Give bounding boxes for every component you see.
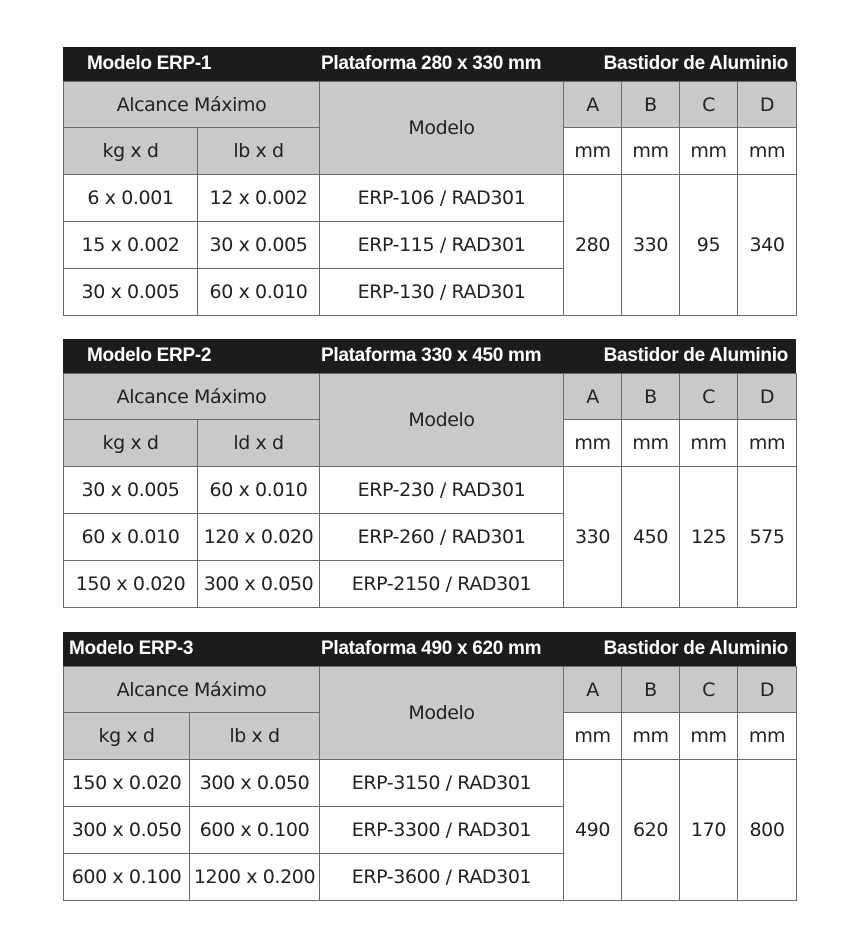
dim-a-header: A [564, 82, 622, 128]
lb-unit-header: ld x d [198, 420, 320, 467]
dim-b-header: B [622, 374, 680, 420]
table-title-bar [63, 339, 796, 373]
dim-d-value: 800 [738, 760, 797, 901]
spec-table-erp-3 [63, 632, 796, 901]
dim-unit: mm [564, 713, 622, 760]
spec-table-erp-2 [63, 339, 796, 608]
dim-c-header: C [680, 667, 738, 713]
lb-capacity: 300 x 0.050 [198, 561, 320, 608]
frame-material: Bastidor de Aluminio [603, 638, 788, 659]
dim-unit: mm [738, 713, 797, 760]
lb-capacity: 120 x 0.020 [198, 514, 320, 561]
lb-capacity: 60 x 0.010 [198, 269, 320, 316]
table-row [64, 760, 797, 807]
model-title: Modelo ERP-2 [87, 345, 212, 366]
dim-unit: mm [680, 420, 738, 467]
header-row [64, 374, 797, 420]
lb-capacity: 60 x 0.010 [198, 467, 320, 514]
lb-capacity: 12 x 0.002 [198, 175, 320, 222]
dim-a-header: A [564, 667, 622, 713]
model-code: ERP-260 / RAD301 [320, 514, 564, 561]
model-code: ERP-2150 / RAD301 [320, 561, 564, 608]
dim-d-value: 575 [738, 467, 797, 608]
lb-unit-header: lb x d [198, 128, 320, 175]
model-code: ERP-130 / RAD301 [320, 269, 564, 316]
dim-c-header: C [680, 82, 738, 128]
max-range-header: Alcance Máximo [64, 667, 320, 713]
model-header: Modelo [320, 374, 564, 467]
lb-capacity: 30 x 0.005 [198, 222, 320, 269]
kg-capacity: 150 x 0.020 [64, 760, 190, 807]
model-header: Modelo [320, 82, 564, 175]
dim-c-value: 125 [680, 467, 738, 608]
dim-d-value: 340 [738, 175, 797, 316]
dim-unit: mm [738, 420, 797, 467]
dim-c-header: C [680, 374, 738, 420]
kg-capacity: 150 x 0.020 [64, 561, 198, 608]
table-row [64, 467, 797, 514]
dim-a-value: 490 [564, 760, 622, 901]
kg-capacity: 30 x 0.005 [64, 269, 198, 316]
dim-b-value: 620 [622, 760, 680, 901]
model-code: ERP-106 / RAD301 [320, 175, 564, 222]
dim-d-header: D [738, 667, 797, 713]
dim-b-value: 450 [622, 467, 680, 608]
header-row [64, 82, 797, 128]
kg-unit-header: kg x d [64, 128, 198, 175]
kg-capacity: 600 x 0.100 [64, 854, 190, 901]
model-header: Modelo [320, 667, 564, 760]
dim-a-header: A [564, 374, 622, 420]
platform-size: Plataforma 280 x 330 mm [321, 53, 542, 74]
dim-c-value: 170 [680, 760, 738, 901]
table-title-bar [63, 47, 796, 81]
kg-capacity: 60 x 0.010 [64, 514, 198, 561]
kg-capacity: 300 x 0.050 [64, 807, 190, 854]
header-row [64, 667, 797, 713]
dim-a-value: 280 [564, 175, 622, 316]
model-code: ERP-115 / RAD301 [320, 222, 564, 269]
dim-b-header: B [622, 82, 680, 128]
spec-grid [63, 373, 797, 608]
kg-capacity: 30 x 0.005 [64, 467, 198, 514]
lb-capacity: 600 x 0.100 [190, 807, 320, 854]
dim-unit: mm [680, 713, 738, 760]
dim-unit: mm [622, 713, 680, 760]
table-title-bar [63, 632, 796, 666]
dim-b-header: B [622, 667, 680, 713]
table-row [64, 175, 797, 222]
spec-grid [63, 666, 797, 901]
max-range-header: Alcance Máximo [64, 374, 320, 420]
lb-unit-header: lb x d [190, 713, 320, 760]
dim-unit: mm [622, 128, 680, 175]
kg-capacity: 15 x 0.002 [64, 222, 198, 269]
dim-unit: mm [622, 420, 680, 467]
platform-size: Plataforma 490 x 620 mm [321, 638, 542, 659]
kg-capacity: 6 x 0.001 [64, 175, 198, 222]
platform-size: Plataforma 330 x 450 mm [321, 345, 542, 366]
dim-d-header: D [738, 374, 797, 420]
dim-unit: mm [738, 128, 797, 175]
dim-d-header: D [738, 82, 797, 128]
max-range-header: Alcance Máximo [64, 82, 320, 128]
dim-b-value: 330 [622, 175, 680, 316]
spec-table-erp-1 [63, 47, 796, 316]
model-title: Modelo ERP-3 [69, 638, 194, 659]
frame-material: Bastidor de Aluminio [603, 345, 788, 366]
lb-capacity: 300 x 0.050 [190, 760, 320, 807]
kg-unit-header: kg x d [64, 713, 190, 760]
model-code: ERP-230 / RAD301 [320, 467, 564, 514]
dim-unit: mm [680, 128, 738, 175]
spec-grid [63, 81, 797, 316]
dim-a-value: 330 [564, 467, 622, 608]
model-code: ERP-3600 / RAD301 [320, 854, 564, 901]
dim-unit: mm [564, 420, 622, 467]
kg-unit-header: kg x d [64, 420, 198, 467]
dim-c-value: 95 [680, 175, 738, 316]
dim-unit: mm [564, 128, 622, 175]
model-title: Modelo ERP-1 [87, 53, 212, 74]
lb-capacity: 1200 x 0.200 [190, 854, 320, 901]
frame-material: Bastidor de Aluminio [603, 53, 788, 74]
model-code: ERP-3150 / RAD301 [320, 760, 564, 807]
model-code: ERP-3300 / RAD301 [320, 807, 564, 854]
